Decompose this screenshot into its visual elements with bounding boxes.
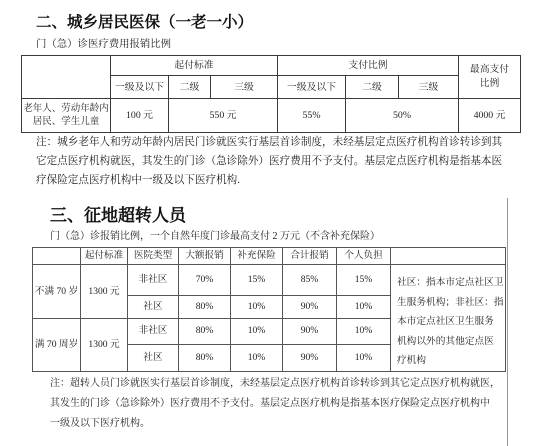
cell-supplementary-insurance: 15% <box>231 265 283 296</box>
header-payment-ratio: 支付比例 <box>278 56 459 76</box>
header-deductible-level-2: 二级 <box>169 76 211 99</box>
note-urban-rural <box>36 133 502 190</box>
remark-line: 疗机构 <box>397 355 427 366</box>
cell-age-group: 满 70 周岁 <box>33 319 81 372</box>
cell-hospital-type: 非社区 <box>128 319 179 345</box>
remark-line: 机构以外的其他定点医 <box>397 335 494 347</box>
cell-deductible: 1300 元 <box>81 265 128 319</box>
cell-total-reimbursement: 90% <box>283 344 337 371</box>
urban-rural-reimbursement-table <box>21 55 521 133</box>
cell-personal-burden: 10% <box>337 319 391 345</box>
cell-supplementary-insurance: 10% <box>231 296 283 319</box>
note-land-acquisition <box>50 374 500 434</box>
cell-major-reimbursement: 80% <box>179 296 231 319</box>
cell-supplementary-insurance: 10% <box>231 319 283 345</box>
remark-line: 社区：指本市定点社区卫 <box>397 277 504 288</box>
cell-supplementary-insurance: 10% <box>231 344 283 371</box>
remark-line: 本市定点社区卫生服务 <box>397 316 494 327</box>
cell-payment-level-2-3: 50% <box>346 99 459 133</box>
header-deductible-level-1: 一级及以下 <box>111 76 169 99</box>
header-payment-level-1: 一级及以下 <box>278 76 346 99</box>
header-major-reimbursement: 大额报销 <box>179 248 231 265</box>
remark-cell <box>391 265 506 372</box>
land-acquisition-reimbursement-table <box>32 247 506 372</box>
cell-max-payment: 4000 元 <box>459 99 521 133</box>
cell-hospital-type: 社区 <box>128 344 179 371</box>
cell-deductible-level-1: 100 元 <box>111 99 169 133</box>
cell-deductible: 1300 元 <box>81 319 128 372</box>
header-corner-cell <box>33 248 81 265</box>
cell-personal-burden: 15% <box>337 265 391 296</box>
section-heading-land-acquisition: 三、征地超转人员 <box>50 206 186 226</box>
row-group-label: 老年人、劳动年龄内居民、学生儿童 <box>22 99 111 133</box>
cell-major-reimbursement: 70% <box>179 265 231 296</box>
header-hospital-type: 医院类型 <box>128 248 179 265</box>
header-max-payment-cell <box>459 56 521 99</box>
cell-personal-burden: 10% <box>337 344 391 371</box>
cell-hospital-type: 非社区 <box>128 265 179 296</box>
note-line: 其发生的门诊（急诊除外）医疗费用不予支付。基层定点医疗机构是指基本医疗保险定点医疗机构中 <box>50 398 490 409</box>
page-edge-line <box>507 198 508 446</box>
note-line: 注：城乡老年人和劳动年龄内居民门诊就医实行基层首诊制度，未经基层定点医疗机构首诊转诊到其 <box>36 137 503 148</box>
note-line: 一级及以下医疗机构。 <box>50 418 150 429</box>
section-heading-urban-rural: 二、城乡居民医保（一老一小） <box>36 13 254 31</box>
header-payment-level-3: 三级 <box>399 76 459 99</box>
header-payment-level-2: 二级 <box>346 76 399 99</box>
cell-major-reimbursement: 80% <box>179 344 231 371</box>
cell-age-group: 不满 70 岁 <box>33 265 81 319</box>
header-supplementary-insurance: 补充保险 <box>231 248 283 265</box>
header-deductible: 起付标准 <box>111 56 278 76</box>
header-deductible: 起付标准 <box>81 248 128 265</box>
note-line: 它定点医疗机构就医，其发生的门诊（急诊除外）医疗费用不予支付。基层定点医疗机构是指基本医 <box>36 156 503 167</box>
table-caption-urban-rural: 门（急）诊医疗费用报销比例 <box>36 39 172 50</box>
table-caption-land-acquisition: 门（急）诊报销比例，一个自然年度门诊最高支付 2 万元（不含补充保险） <box>50 231 380 242</box>
note-line: 注：超转人员门诊就医实行基层首诊制度，未经基层定点医疗机构首诊转诊到其它定点医疗机构就医， <box>50 378 500 389</box>
cell-payment-level-1: 55% <box>278 99 346 133</box>
header-total-reimbursement: 合计报销 <box>283 248 337 265</box>
header-remark-cell <box>391 248 506 265</box>
cell-total-reimbursement: 90% <box>283 319 337 345</box>
header-max-payment: 最高支付比例 <box>469 64 510 89</box>
cell-hospital-type: 社区 <box>128 296 179 319</box>
cell-major-reimbursement: 80% <box>179 319 231 345</box>
cell-personal-burden: 10% <box>337 296 391 319</box>
cell-deductible-level-2-3: 550 元 <box>169 99 278 133</box>
header-deductible-level-3: 三级 <box>211 76 278 99</box>
header-personal-burden: 个人负担 <box>337 248 391 265</box>
remark-line: 生服务机构；非社区：指 <box>397 296 504 308</box>
header-corner-cell <box>22 56 111 99</box>
cell-total-reimbursement: 90% <box>283 296 337 319</box>
cell-total-reimbursement: 85% <box>283 265 337 296</box>
note-line: 疗保险定点医疗机构中一级及以下医疗机构. <box>36 175 240 186</box>
